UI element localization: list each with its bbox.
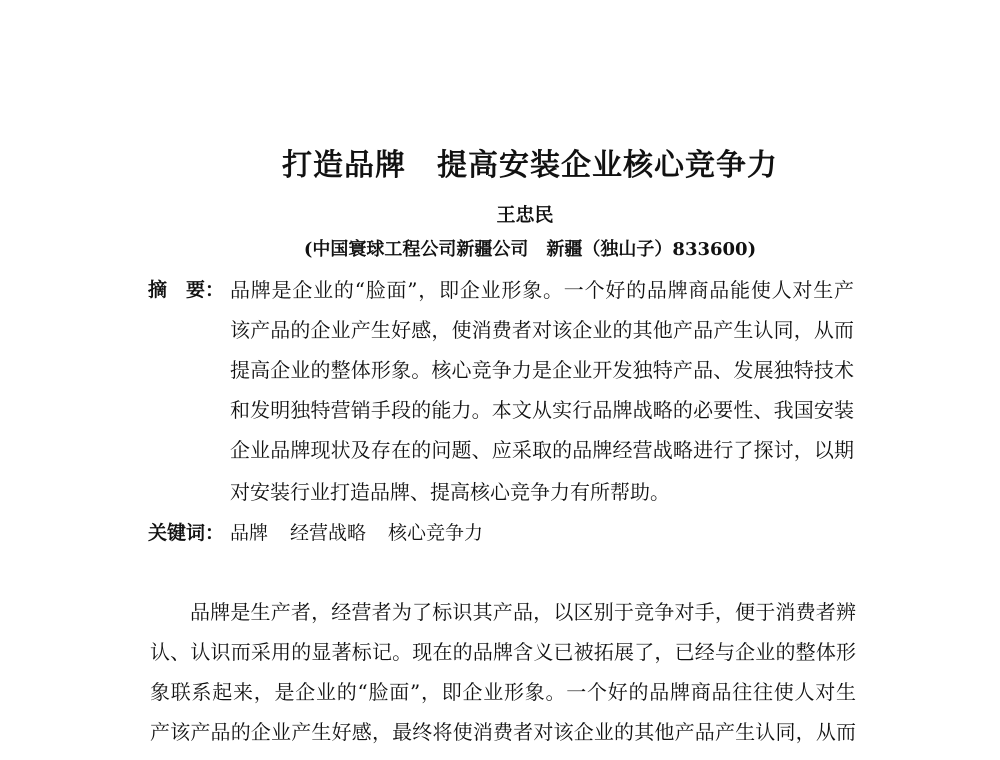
keywords-list <box>230 520 505 546</box>
keywords-label: 关键词： <box>148 522 225 544</box>
abstract-line: 品牌是企业的“脸面”，即企业形象。一个好的品牌商品能使人对生产 <box>230 278 854 302</box>
abstract-line: 企业品牌现状及存在的问题、应采取的品牌经营战略进行了探讨，以期 <box>230 438 854 462</box>
body-line: 产该产品的企业产生好感，最终将使消费者对该企业的其他产品产生认同，从而 <box>150 720 856 744</box>
abstract-line: 提高企业的整体形象。核心竞争力是企业开发独特产品、发展独特技术 <box>230 358 854 382</box>
author-name: 王忠民 <box>496 204 554 226</box>
abstract-line: 该产品的企业产生好感，使消费者对该企业的其他产品产生认同，从而 <box>230 318 854 342</box>
body-line: 品牌是生产者，经营者为了标识其产品，以区别于竞争对手，便于消费者辨 <box>190 600 856 624</box>
body-line: 认、认识而采用的显著标记。现在的品牌含义已被拓展了，已经与企业的整体形 <box>150 640 856 664</box>
abstract-label: 摘 要： <box>148 279 225 301</box>
author-affiliation: (中国寰球工程公司新疆公司 新疆（独山子）833600) <box>303 239 757 260</box>
keyword: 品牌 <box>230 522 269 544</box>
keyword: 核心竞争力 <box>388 522 484 544</box>
body-line: 象联系起来，是企业的“脸面”，即企业形象。一个好的品牌商品往往使人对生 <box>150 680 856 704</box>
abstract-line: 对安装行业打造品牌、提高核心竞争力有所帮助。 <box>230 480 670 504</box>
abstract-line: 和发明独特营销手段的能力。本文从实行品牌战略的必要性、我国安装 <box>230 398 854 422</box>
keyword: 经营战略 <box>290 522 367 544</box>
article-title: 打造品牌 提高安装企业核心竞争力 <box>282 148 778 183</box>
